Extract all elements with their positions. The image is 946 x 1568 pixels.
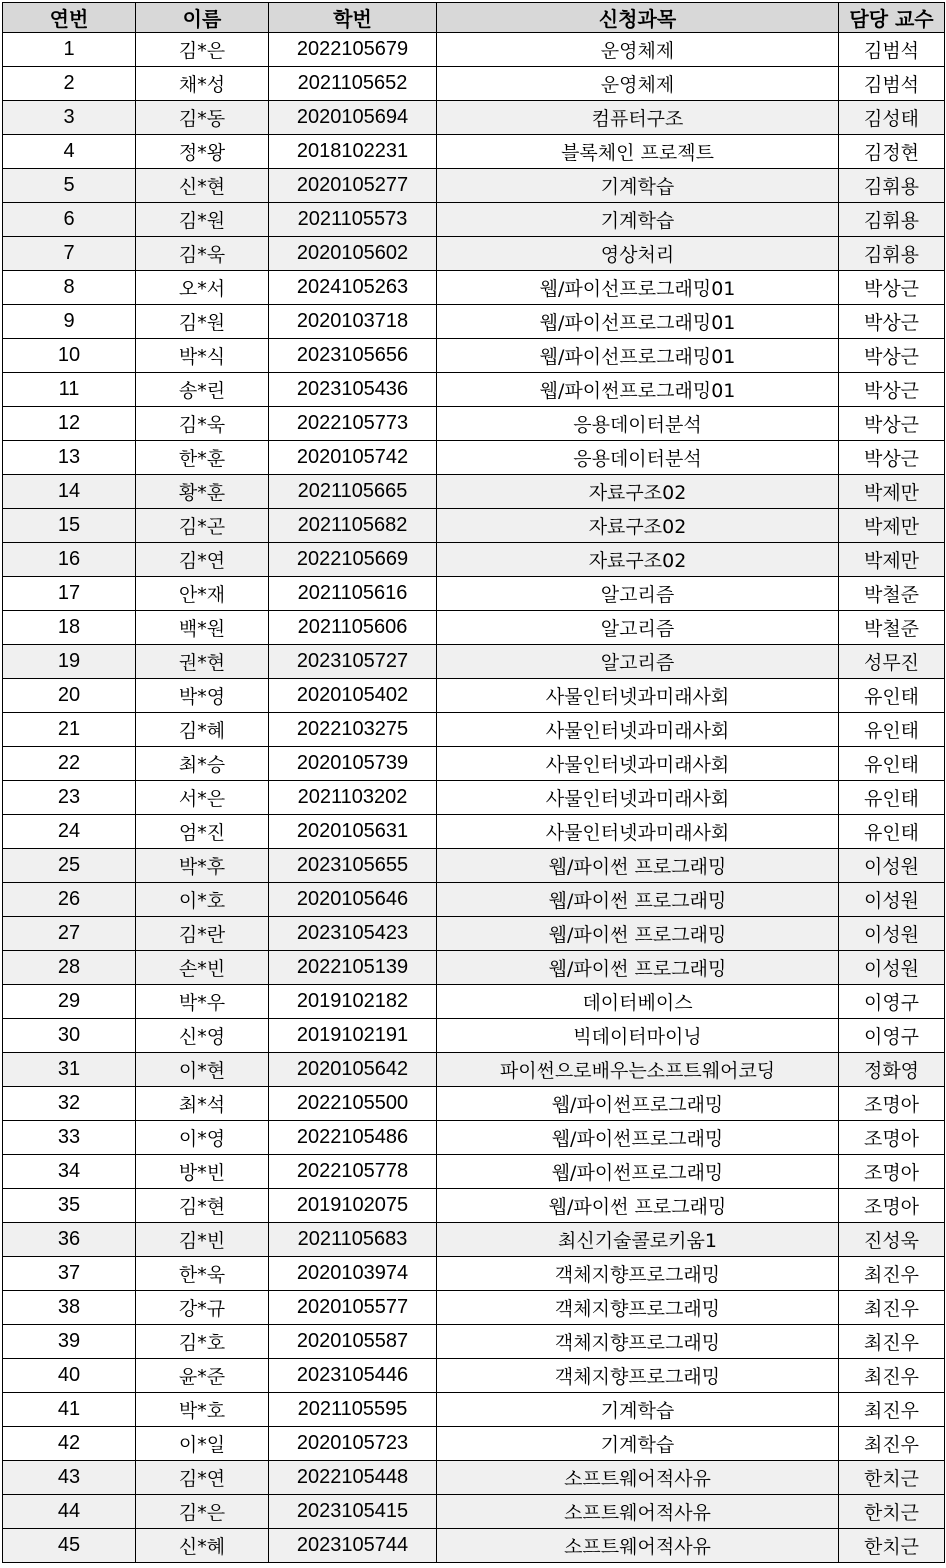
cell-no[interactable]: 8 [3,271,136,305]
cell-course[interactable]: 사물인터넷과미래사회 [437,679,839,713]
cell-no[interactable]: 10 [3,339,136,373]
cell-course[interactable]: 웹/파이썬프로그래밍01 [437,373,839,407]
table-row[interactable] [3,1257,945,1291]
cell-student-id[interactable]: 2020105642 [269,1053,437,1087]
cell-name[interactable]: 엄*진 [136,815,269,849]
cell-course[interactable]: 웹/파이썬 프로그래밍 [437,1189,839,1223]
table-row[interactable] [3,101,945,135]
cell-professor[interactable]: 박상근 [839,407,945,441]
cell-course[interactable]: 자료구조02 [437,543,839,577]
cell-no[interactable]: 26 [3,883,136,917]
cell-name[interactable]: 김*빈 [136,1223,269,1257]
cell-student-id[interactable]: 2023105727 [269,645,437,679]
cell-professor[interactable]: 김휘용 [839,203,945,237]
cell-professor[interactable]: 박철준 [839,611,945,645]
cell-course[interactable]: 객체지향프로그래밍 [437,1257,839,1291]
table-row[interactable] [3,67,945,101]
cell-no[interactable]: 14 [3,475,136,509]
cell-student-id[interactable]: 2020105723 [269,1427,437,1461]
header-professor[interactable]: 담당 교수 [839,3,945,33]
cell-student-id[interactable]: 2023105436 [269,373,437,407]
cell-no[interactable]: 11 [3,373,136,407]
table-row[interactable] [3,815,945,849]
cell-student-id[interactable]: 2021105616 [269,577,437,611]
cell-professor[interactable]: 이영구 [839,985,945,1019]
cell-professor[interactable]: 조명아 [839,1155,945,1189]
cell-name[interactable]: 정*왕 [136,135,269,169]
cell-student-id[interactable]: 2020105577 [269,1291,437,1325]
cell-student-id[interactable]: 2021105665 [269,475,437,509]
cell-professor[interactable]: 한치근 [839,1495,945,1529]
cell-student-id[interactable]: 2022105139 [269,951,437,985]
cell-course[interactable]: 객체지향프로그래밍 [437,1291,839,1325]
cell-no[interactable]: 44 [3,1495,136,1529]
cell-course[interactable]: 기계학습 [437,203,839,237]
cell-no[interactable]: 34 [3,1155,136,1189]
cell-no[interactable]: 30 [3,1019,136,1053]
table-row[interactable] [3,1529,945,1563]
cell-name[interactable]: 오*서 [136,271,269,305]
table-row[interactable] [3,1495,945,1529]
cell-student-id[interactable]: 2020105739 [269,747,437,781]
cell-professor[interactable]: 김범석 [839,33,945,67]
cell-name[interactable]: 박*영 [136,679,269,713]
cell-student-id[interactable]: 2022105486 [269,1121,437,1155]
table-row[interactable] [3,1087,945,1121]
cell-name[interactable]: 손*빈 [136,951,269,985]
cell-name[interactable]: 황*훈 [136,475,269,509]
cell-professor[interactable]: 성무진 [839,645,945,679]
table-row[interactable] [3,1223,945,1257]
cell-professor[interactable]: 최진우 [839,1325,945,1359]
cell-no[interactable]: 36 [3,1223,136,1257]
table-row[interactable] [3,203,945,237]
cell-no[interactable]: 41 [3,1393,136,1427]
cell-student-id[interactable]: 2020105277 [269,169,437,203]
cell-course[interactable]: 알고리즘 [437,645,839,679]
cell-no[interactable]: 24 [3,815,136,849]
cell-professor[interactable]: 김성태 [839,101,945,135]
cell-name[interactable]: 서*은 [136,781,269,815]
cell-student-id[interactable]: 2021105683 [269,1223,437,1257]
cell-course[interactable]: 기계학습 [437,1427,839,1461]
table-row[interactable] [3,305,945,339]
header-name[interactable]: 이름 [136,3,269,33]
table-row[interactable] [3,781,945,815]
course-application-table [2,2,945,1563]
cell-no[interactable]: 23 [3,781,136,815]
cell-name[interactable]: 김*원 [136,203,269,237]
table-row[interactable] [3,373,945,407]
cell-no[interactable]: 38 [3,1291,136,1325]
cell-no[interactable]: 42 [3,1427,136,1461]
cell-professor[interactable]: 최진우 [839,1359,945,1393]
cell-professor[interactable]: 조명아 [839,1189,945,1223]
cell-course[interactable]: 웹/파이썬프로그래밍 [437,1087,839,1121]
cell-course[interactable]: 최신기술콜로키움1 [437,1223,839,1257]
cell-course[interactable]: 웹/파이썬 프로그래밍 [437,951,839,985]
table-row[interactable] [3,747,945,781]
cell-no[interactable]: 35 [3,1189,136,1223]
cell-name[interactable]: 신*현 [136,169,269,203]
table-row[interactable] [3,271,945,305]
cell-course[interactable]: 알고리즘 [437,611,839,645]
cell-professor[interactable]: 김범석 [839,67,945,101]
cell-name[interactable]: 이*현 [136,1053,269,1087]
cell-no[interactable]: 25 [3,849,136,883]
cell-professor[interactable]: 이성원 [839,951,945,985]
cell-professor[interactable]: 김휘용 [839,237,945,271]
cell-professor[interactable]: 최진우 [839,1291,945,1325]
table-row[interactable] [3,577,945,611]
table-row[interactable] [3,611,945,645]
cell-course[interactable]: 파이썬으로배우는소프트웨어코딩 [437,1053,839,1087]
cell-professor[interactable]: 한치근 [839,1461,945,1495]
cell-name[interactable]: 김*연 [136,1461,269,1495]
cell-name[interactable]: 박*우 [136,985,269,1019]
cell-no[interactable]: 12 [3,407,136,441]
cell-professor[interactable]: 박제만 [839,543,945,577]
cell-name[interactable]: 송*린 [136,373,269,407]
cell-student-id[interactable]: 2020105631 [269,815,437,849]
table-row[interactable] [3,951,945,985]
cell-course[interactable]: 웹/파이썬 프로그래밍 [437,917,839,951]
cell-no[interactable]: 4 [3,135,136,169]
cell-course[interactable]: 사물인터넷과미래사회 [437,815,839,849]
cell-no[interactable]: 13 [3,441,136,475]
cell-professor[interactable]: 박철준 [839,577,945,611]
header-student-id[interactable]: 학번 [269,3,437,33]
cell-no[interactable]: 6 [3,203,136,237]
cell-name[interactable]: 권*현 [136,645,269,679]
cell-course[interactable]: 데이터베이스 [437,985,839,1019]
cell-name[interactable]: 최*승 [136,747,269,781]
spreadsheet-table-wrapper [2,2,945,1563]
table-row[interactable] [3,1393,945,1427]
cell-professor[interactable]: 이성원 [839,883,945,917]
table-row[interactable] [3,1053,945,1087]
cell-student-id[interactable]: 2022105679 [269,33,437,67]
table-row[interactable] [3,1461,945,1495]
cell-professor[interactable]: 진성욱 [839,1223,945,1257]
cell-no[interactable]: 29 [3,985,136,1019]
cell-professor[interactable]: 박상근 [839,305,945,339]
cell-no[interactable]: 9 [3,305,136,339]
cell-course[interactable]: 운영체제 [437,67,839,101]
cell-course[interactable]: 기계학습 [437,1393,839,1427]
cell-no[interactable]: 15 [3,509,136,543]
cell-student-id[interactable]: 2022105448 [269,1461,437,1495]
table-row[interactable] [3,407,945,441]
table-row[interactable] [3,1325,945,1359]
cell-course[interactable]: 빅데이터마이닝 [437,1019,839,1053]
cell-no[interactable]: 16 [3,543,136,577]
cell-name[interactable]: 채*성 [136,67,269,101]
table-body [3,33,945,1563]
cell-professor[interactable]: 박상근 [839,271,945,305]
cell-course[interactable]: 알고리즘 [437,577,839,611]
cell-professor[interactable]: 최진우 [839,1427,945,1461]
cell-name[interactable]: 김*동 [136,101,269,135]
cell-name[interactable]: 김*현 [136,1189,269,1223]
cell-professor[interactable]: 이성원 [839,849,945,883]
cell-no[interactable]: 43 [3,1461,136,1495]
cell-professor[interactable]: 박제만 [839,509,945,543]
cell-student-id[interactable]: 2023105415 [269,1495,437,1529]
cell-course[interactable]: 웹/파이썬 프로그래밍 [437,883,839,917]
cell-course[interactable]: 블록체인 프로젝트 [437,135,839,169]
cell-student-id[interactable]: 2024105263 [269,271,437,305]
cell-professor[interactable]: 조명아 [839,1087,945,1121]
cell-course[interactable]: 웹/파이선프로그래밍01 [437,305,839,339]
table-row[interactable] [3,1019,945,1053]
table-row[interactable] [3,237,945,271]
cell-course[interactable]: 사물인터넷과미래사회 [437,713,839,747]
cell-name[interactable]: 이*일 [136,1427,269,1461]
cell-course[interactable]: 자료구조02 [437,509,839,543]
cell-name[interactable]: 신*영 [136,1019,269,1053]
cell-name[interactable]: 방*빈 [136,1155,269,1189]
cell-no[interactable]: 20 [3,679,136,713]
cell-course[interactable]: 소프트웨어적사유 [437,1461,839,1495]
table-row[interactable] [3,985,945,1019]
table-row[interactable] [3,543,945,577]
cell-student-id[interactable]: 2023105446 [269,1359,437,1393]
cell-no[interactable]: 28 [3,951,136,985]
header-row [3,3,945,33]
cell-student-id[interactable]: 2020103718 [269,305,437,339]
cell-student-id[interactable]: 2023105744 [269,1529,437,1563]
cell-student-id[interactable]: 2019102191 [269,1019,437,1053]
cell-course[interactable]: 자료구조02 [437,475,839,509]
cell-course[interactable]: 웹/파이선프로그래밍01 [437,339,839,373]
cell-course[interactable]: 응용데이터분석 [437,407,839,441]
cell-professor[interactable]: 조명아 [839,1121,945,1155]
cell-no[interactable]: 40 [3,1359,136,1393]
cell-name[interactable]: 김*곤 [136,509,269,543]
table-row[interactable] [3,339,945,373]
cell-professor[interactable]: 유인태 [839,713,945,747]
cell-professor[interactable]: 김정현 [839,135,945,169]
cell-no[interactable]: 33 [3,1121,136,1155]
cell-student-id[interactable]: 2020105602 [269,237,437,271]
header-no[interactable]: 연번 [3,3,136,33]
cell-no[interactable]: 27 [3,917,136,951]
cell-professor[interactable]: 한치근 [839,1529,945,1563]
cell-name[interactable]: 강*규 [136,1291,269,1325]
header-course[interactable]: 신청과목 [437,3,839,33]
cell-course[interactable]: 웹/파이썬 프로그래밍 [437,849,839,883]
cell-no[interactable]: 2 [3,67,136,101]
cell-professor[interactable]: 박상근 [839,339,945,373]
table-row[interactable] [3,1359,945,1393]
cell-course[interactable]: 기계학습 [437,169,839,203]
cell-student-id[interactable]: 2019102075 [269,1189,437,1223]
cell-name[interactable]: 김*원 [136,305,269,339]
table-row[interactable] [3,1291,945,1325]
cell-course[interactable]: 소프트웨어적사유 [437,1529,839,1563]
cell-name[interactable]: 김*욱 [136,237,269,271]
cell-course[interactable]: 소프트웨어적사유 [437,1495,839,1529]
cell-no[interactable]: 18 [3,611,136,645]
cell-course[interactable]: 운영체제 [437,33,839,67]
cell-no[interactable]: 3 [3,101,136,135]
cell-professor[interactable]: 최진우 [839,1393,945,1427]
cell-name[interactable]: 한*욱 [136,1257,269,1291]
table-row[interactable] [3,849,945,883]
table-row[interactable] [3,169,945,203]
cell-course[interactable]: 객체지향프로그래밍 [437,1325,839,1359]
table-row[interactable] [3,1189,945,1223]
cell-name[interactable]: 최*석 [136,1087,269,1121]
cell-professor[interactable]: 박상근 [839,373,945,407]
table-row[interactable] [3,917,945,951]
cell-no[interactable]: 5 [3,169,136,203]
cell-no[interactable]: 7 [3,237,136,271]
cell-no[interactable]: 37 [3,1257,136,1291]
cell-course[interactable]: 웹/파이썬프로그래밍 [437,1155,839,1189]
cell-name[interactable]: 박*식 [136,339,269,373]
cell-professor[interactable]: 이영구 [839,1019,945,1053]
table-row[interactable] [3,679,945,713]
cell-professor[interactable]: 유인태 [839,679,945,713]
cell-student-id[interactable]: 2022105669 [269,543,437,577]
cell-name[interactable]: 이*호 [136,883,269,917]
cell-professor[interactable]: 정화영 [839,1053,945,1087]
cell-professor[interactable]: 유인태 [839,747,945,781]
cell-student-id[interactable]: 2020105694 [269,101,437,135]
cell-no[interactable]: 19 [3,645,136,679]
cell-no[interactable]: 1 [3,33,136,67]
cell-student-id[interactable]: 2018102231 [269,135,437,169]
cell-student-id[interactable]: 2022105500 [269,1087,437,1121]
cell-course[interactable]: 사물인터넷과미래사회 [437,781,839,815]
cell-name[interactable]: 백*원 [136,611,269,645]
table-row[interactable] [3,1427,945,1461]
cell-professor[interactable]: 김휘용 [839,169,945,203]
cell-student-id[interactable]: 2021103202 [269,781,437,815]
cell-name[interactable]: 이*영 [136,1121,269,1155]
cell-professor[interactable]: 유인태 [839,815,945,849]
cell-name[interactable]: 김*호 [136,1325,269,1359]
cell-student-id[interactable]: 2019102182 [269,985,437,1019]
table-row[interactable] [3,135,945,169]
cell-name[interactable]: 한*훈 [136,441,269,475]
cell-name[interactable]: 신*혜 [136,1529,269,1563]
cell-student-id[interactable]: 2023105655 [269,849,437,883]
cell-name[interactable]: 김*란 [136,917,269,951]
cell-student-id[interactable]: 2020105402 [269,679,437,713]
cell-name[interactable]: 안*재 [136,577,269,611]
cell-professor[interactable]: 이성원 [839,917,945,951]
cell-course[interactable]: 객체지향프로그래밍 [437,1359,839,1393]
cell-course[interactable]: 웹/파이선프로그래밍01 [437,271,839,305]
cell-course[interactable]: 웹/파이썬프로그래밍 [437,1121,839,1155]
cell-professor[interactable]: 유인태 [839,781,945,815]
cell-no[interactable]: 39 [3,1325,136,1359]
cell-student-id[interactable]: 2021105652 [269,67,437,101]
table-row[interactable] [3,1155,945,1189]
table-row[interactable] [3,883,945,917]
table-row[interactable] [3,645,945,679]
cell-name[interactable]: 김*은 [136,1495,269,1529]
cell-name[interactable]: 김*은 [136,33,269,67]
table-row[interactable] [3,475,945,509]
cell-no[interactable]: 45 [3,1529,136,1563]
cell-student-id[interactable]: 2020105742 [269,441,437,475]
cell-professor[interactable]: 박제만 [839,475,945,509]
cell-student-id[interactable]: 2020105646 [269,883,437,917]
cell-course[interactable]: 컴퓨터구조 [437,101,839,135]
cell-name[interactable]: 박*후 [136,849,269,883]
cell-name[interactable]: 박*호 [136,1393,269,1427]
cell-name[interactable]: 김*욱 [136,407,269,441]
table-row[interactable] [3,713,945,747]
cell-student-id[interactable]: 2023105656 [269,339,437,373]
cell-course[interactable]: 응용데이터분석 [437,441,839,475]
cell-student-id[interactable]: 2022103275 [269,713,437,747]
table-row[interactable] [3,33,945,67]
cell-no[interactable]: 31 [3,1053,136,1087]
cell-course[interactable]: 사물인터넷과미래사회 [437,747,839,781]
cell-professor[interactable]: 최진우 [839,1257,945,1291]
cell-student-id[interactable]: 2021105606 [269,611,437,645]
cell-student-id[interactable]: 2022105778 [269,1155,437,1189]
cell-name[interactable]: 윤*준 [136,1359,269,1393]
cell-name[interactable]: 김*연 [136,543,269,577]
cell-name[interactable]: 김*혜 [136,713,269,747]
table-row[interactable] [3,441,945,475]
cell-student-id[interactable]: 2021105682 [269,509,437,543]
cell-no[interactable]: 21 [3,713,136,747]
cell-course[interactable]: 영상처리 [437,237,839,271]
cell-student-id[interactable]: 2023105423 [269,917,437,951]
cell-no[interactable]: 22 [3,747,136,781]
cell-student-id[interactable]: 2021105595 [269,1393,437,1427]
cell-student-id[interactable]: 2022105773 [269,407,437,441]
cell-no[interactable]: 17 [3,577,136,611]
cell-student-id[interactable]: 2021105573 [269,203,437,237]
cell-professor[interactable]: 박상근 [839,441,945,475]
cell-student-id[interactable]: 2020103974 [269,1257,437,1291]
table-row[interactable] [3,509,945,543]
cell-no[interactable]: 32 [3,1087,136,1121]
table-row[interactable] [3,1121,945,1155]
cell-student-id[interactable]: 2020105587 [269,1325,437,1359]
